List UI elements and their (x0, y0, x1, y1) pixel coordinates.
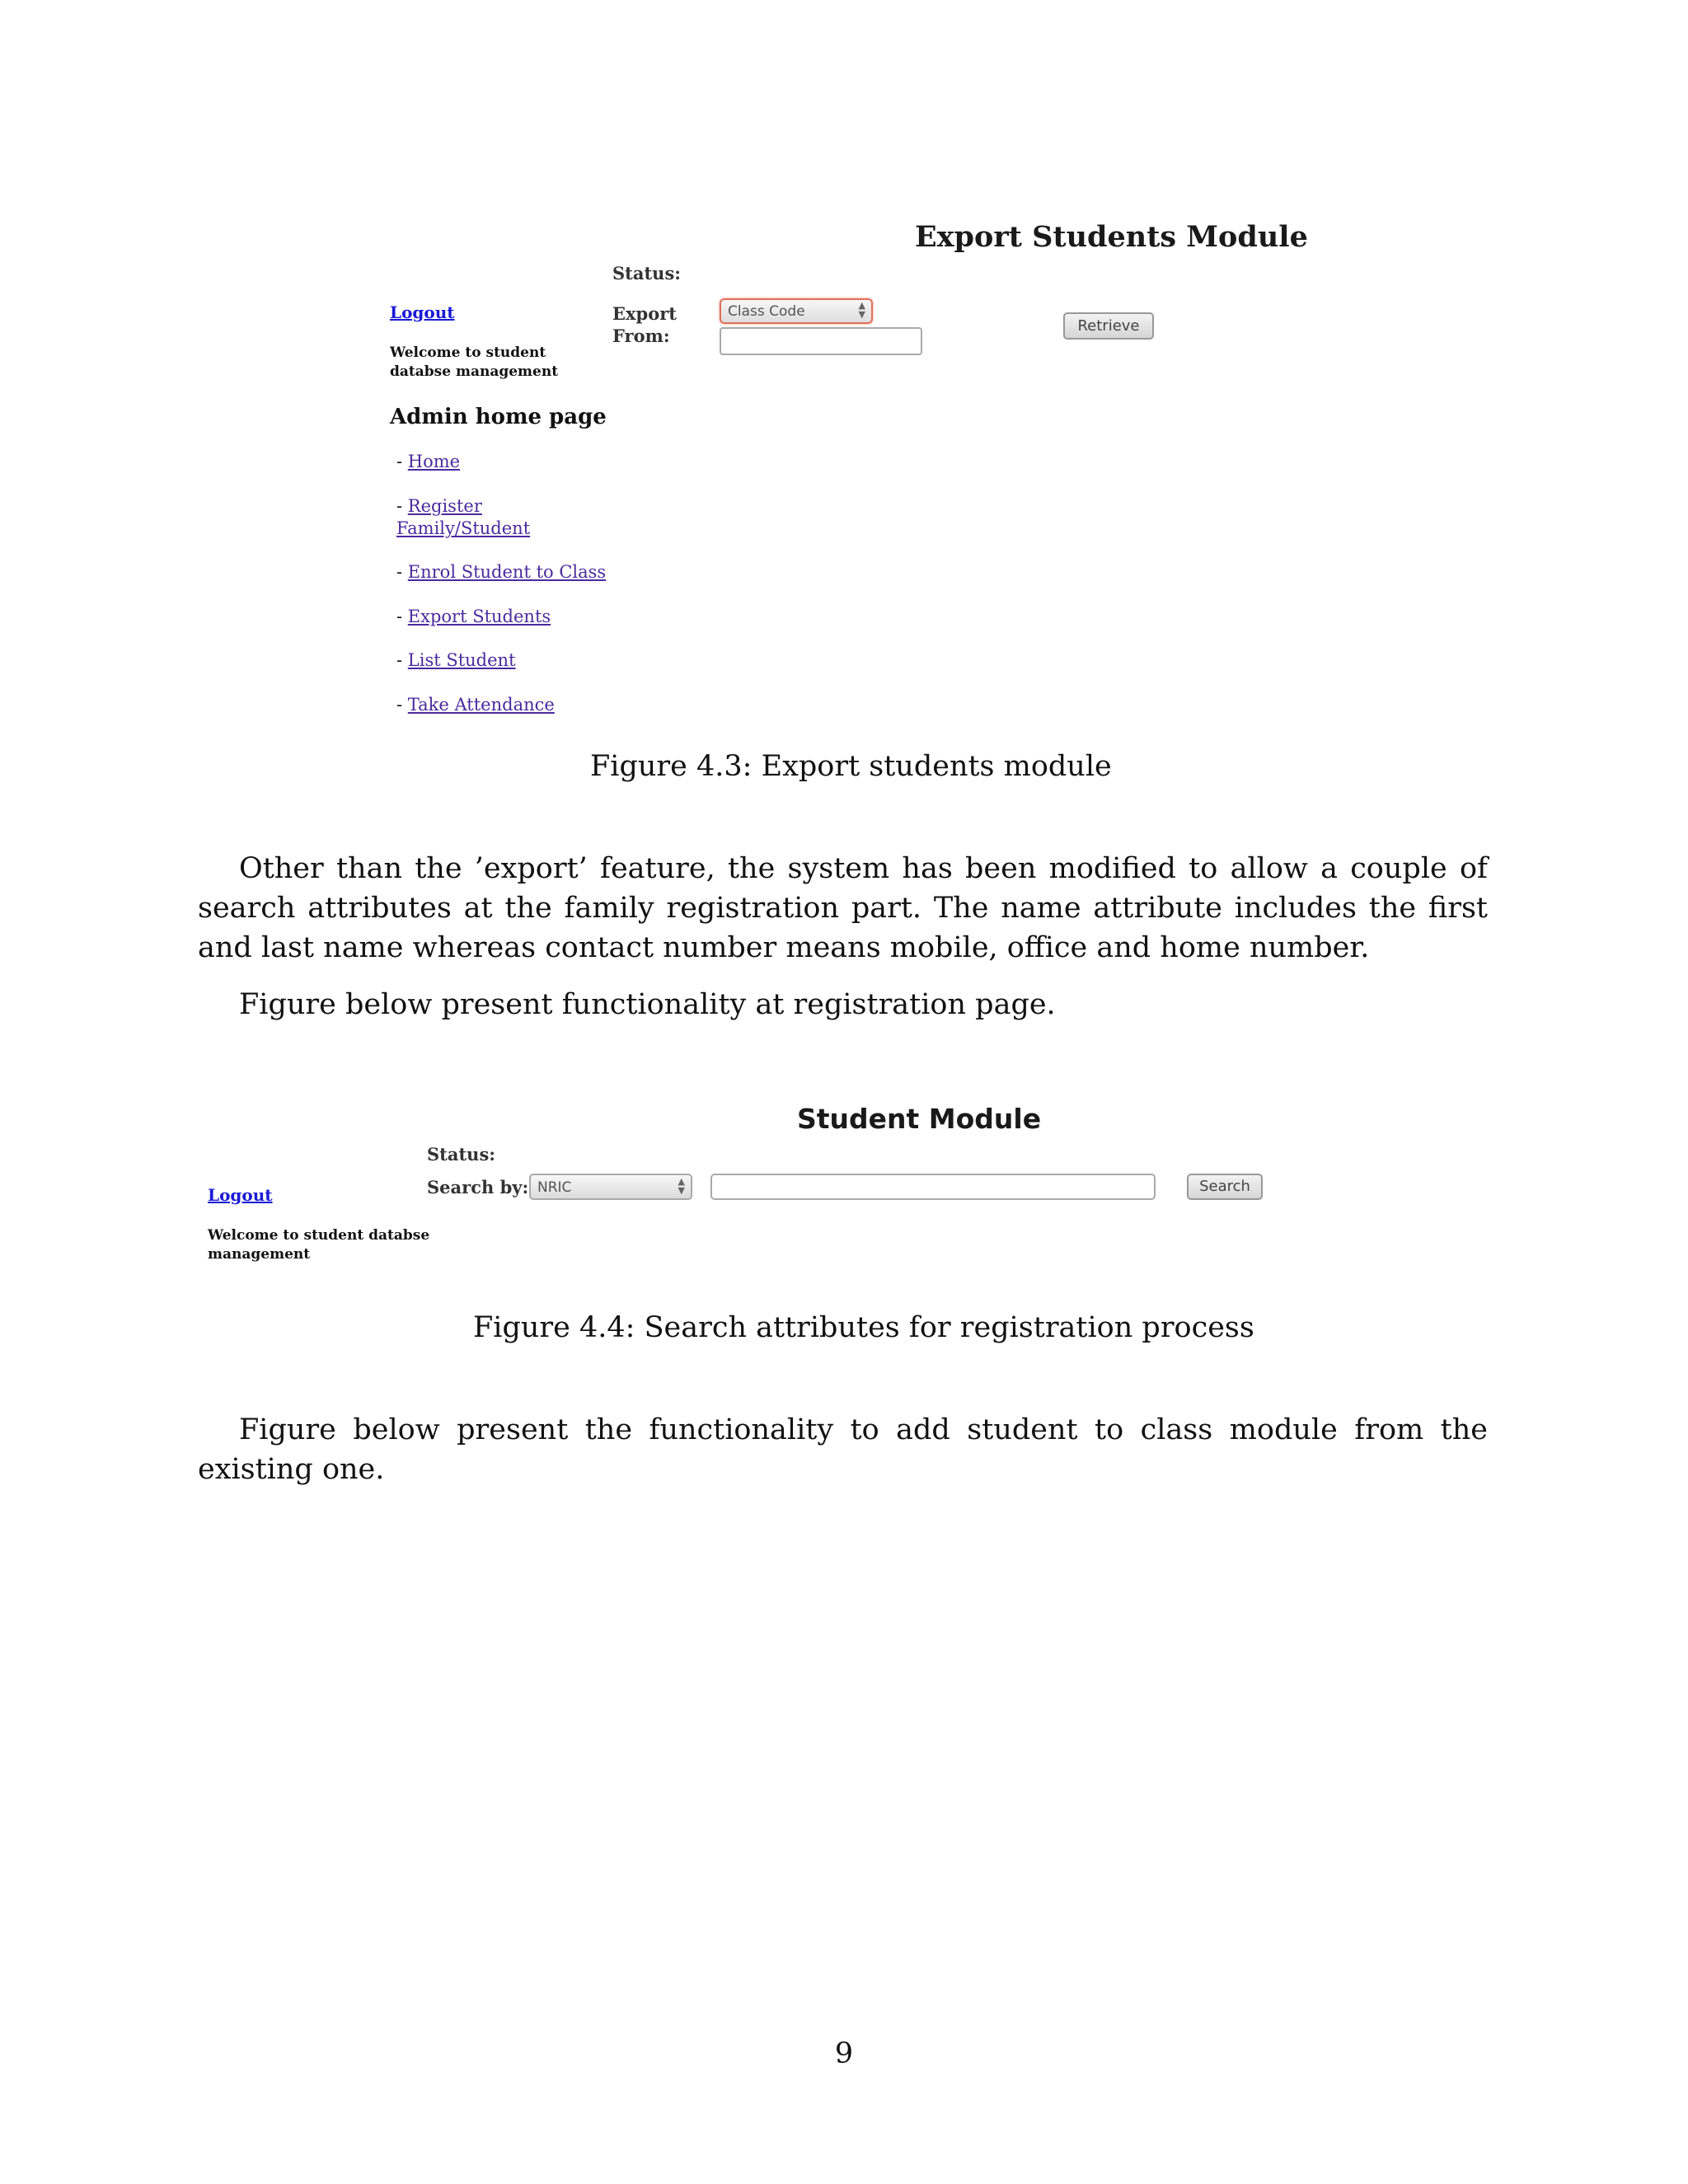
nav-item-export (396, 606, 551, 628)
nav-link-list[interactable]: List Student (407, 650, 516, 670)
admin-heading: Admin home page (390, 405, 607, 429)
export-from-select[interactable] (720, 298, 873, 324)
welcome-text: Welcome to student databse management (390, 344, 559, 380)
paragraph-2: Figure below present functionality at registration page. (239, 988, 1056, 1021)
status-label: Status: (612, 263, 682, 284)
status-label: Status: (427, 1144, 496, 1165)
paragraph-1: Other than the ’export’ feature, the system has been modified to allow a couple of search attributes at the family registration part. The name attribute includes the first and last name whereas contact number means mobile, office and home number. (198, 852, 1488, 964)
nav-link-enrol[interactable]: Enrol Student to Class (407, 562, 607, 582)
nav-link-register[interactable]: Register Family/Student (396, 496, 531, 538)
nav-item-register (396, 495, 586, 540)
figure-caption-4-4: Figure 4.4: Search attributes for registration process (473, 1311, 1254, 1344)
export-students-screenshot (383, 210, 1308, 729)
select-arrows-icon: ▲ ▼ (858, 300, 865, 320)
nav-prefix: - (396, 650, 408, 670)
nav-item-enrol (396, 561, 606, 583)
select-value: Class Code (728, 303, 805, 320)
export-label-line2: From: (612, 326, 670, 346)
nav-link-attendance[interactable]: Take Attendance (407, 695, 555, 715)
page-title: Export Students Module (915, 220, 1308, 254)
select-arrows-icon: ▲ ▼ (678, 1176, 685, 1196)
nav-link-export[interactable]: Export Students (407, 607, 551, 626)
select-value: NRIC (537, 1179, 572, 1196)
nav-item-list (396, 649, 516, 672)
nav-prefix: - (396, 452, 408, 471)
nav-item-home (396, 451, 460, 473)
nav-prefix: - (396, 695, 408, 715)
welcome-text: Welcome to student databse management (208, 1227, 430, 1263)
nav-item-attendance (396, 694, 555, 716)
search-by-select[interactable] (529, 1174, 692, 1200)
export-from-label (612, 302, 677, 347)
retrieve-button[interactable]: Retrieve (1063, 312, 1154, 340)
nav-prefix: - (396, 496, 408, 516)
paragraph-3: Figure below present the functionality to add student to class module from the existing one. (198, 1413, 1488, 1486)
student-module-screenshot (198, 1096, 1286, 1273)
search-by-label: Search by: (427, 1177, 529, 1197)
export-from-input[interactable] (720, 327, 922, 355)
logout-link[interactable]: Logout (208, 1185, 273, 1205)
nav-link-home[interactable]: Home (407, 452, 461, 471)
nav-prefix: - (396, 562, 408, 582)
figure-caption-4-3: Figure 4.3: Export students module (590, 750, 1112, 783)
export-label-line1: Export (612, 303, 677, 324)
nav-prefix: - (396, 607, 408, 626)
search-button[interactable]: Search (1187, 1174, 1263, 1200)
page-number: 9 (834, 2037, 854, 2070)
logout-link[interactable]: Logout (390, 302, 455, 322)
page-title: Student Module (797, 1103, 1042, 1135)
search-input[interactable] (710, 1174, 1156, 1200)
